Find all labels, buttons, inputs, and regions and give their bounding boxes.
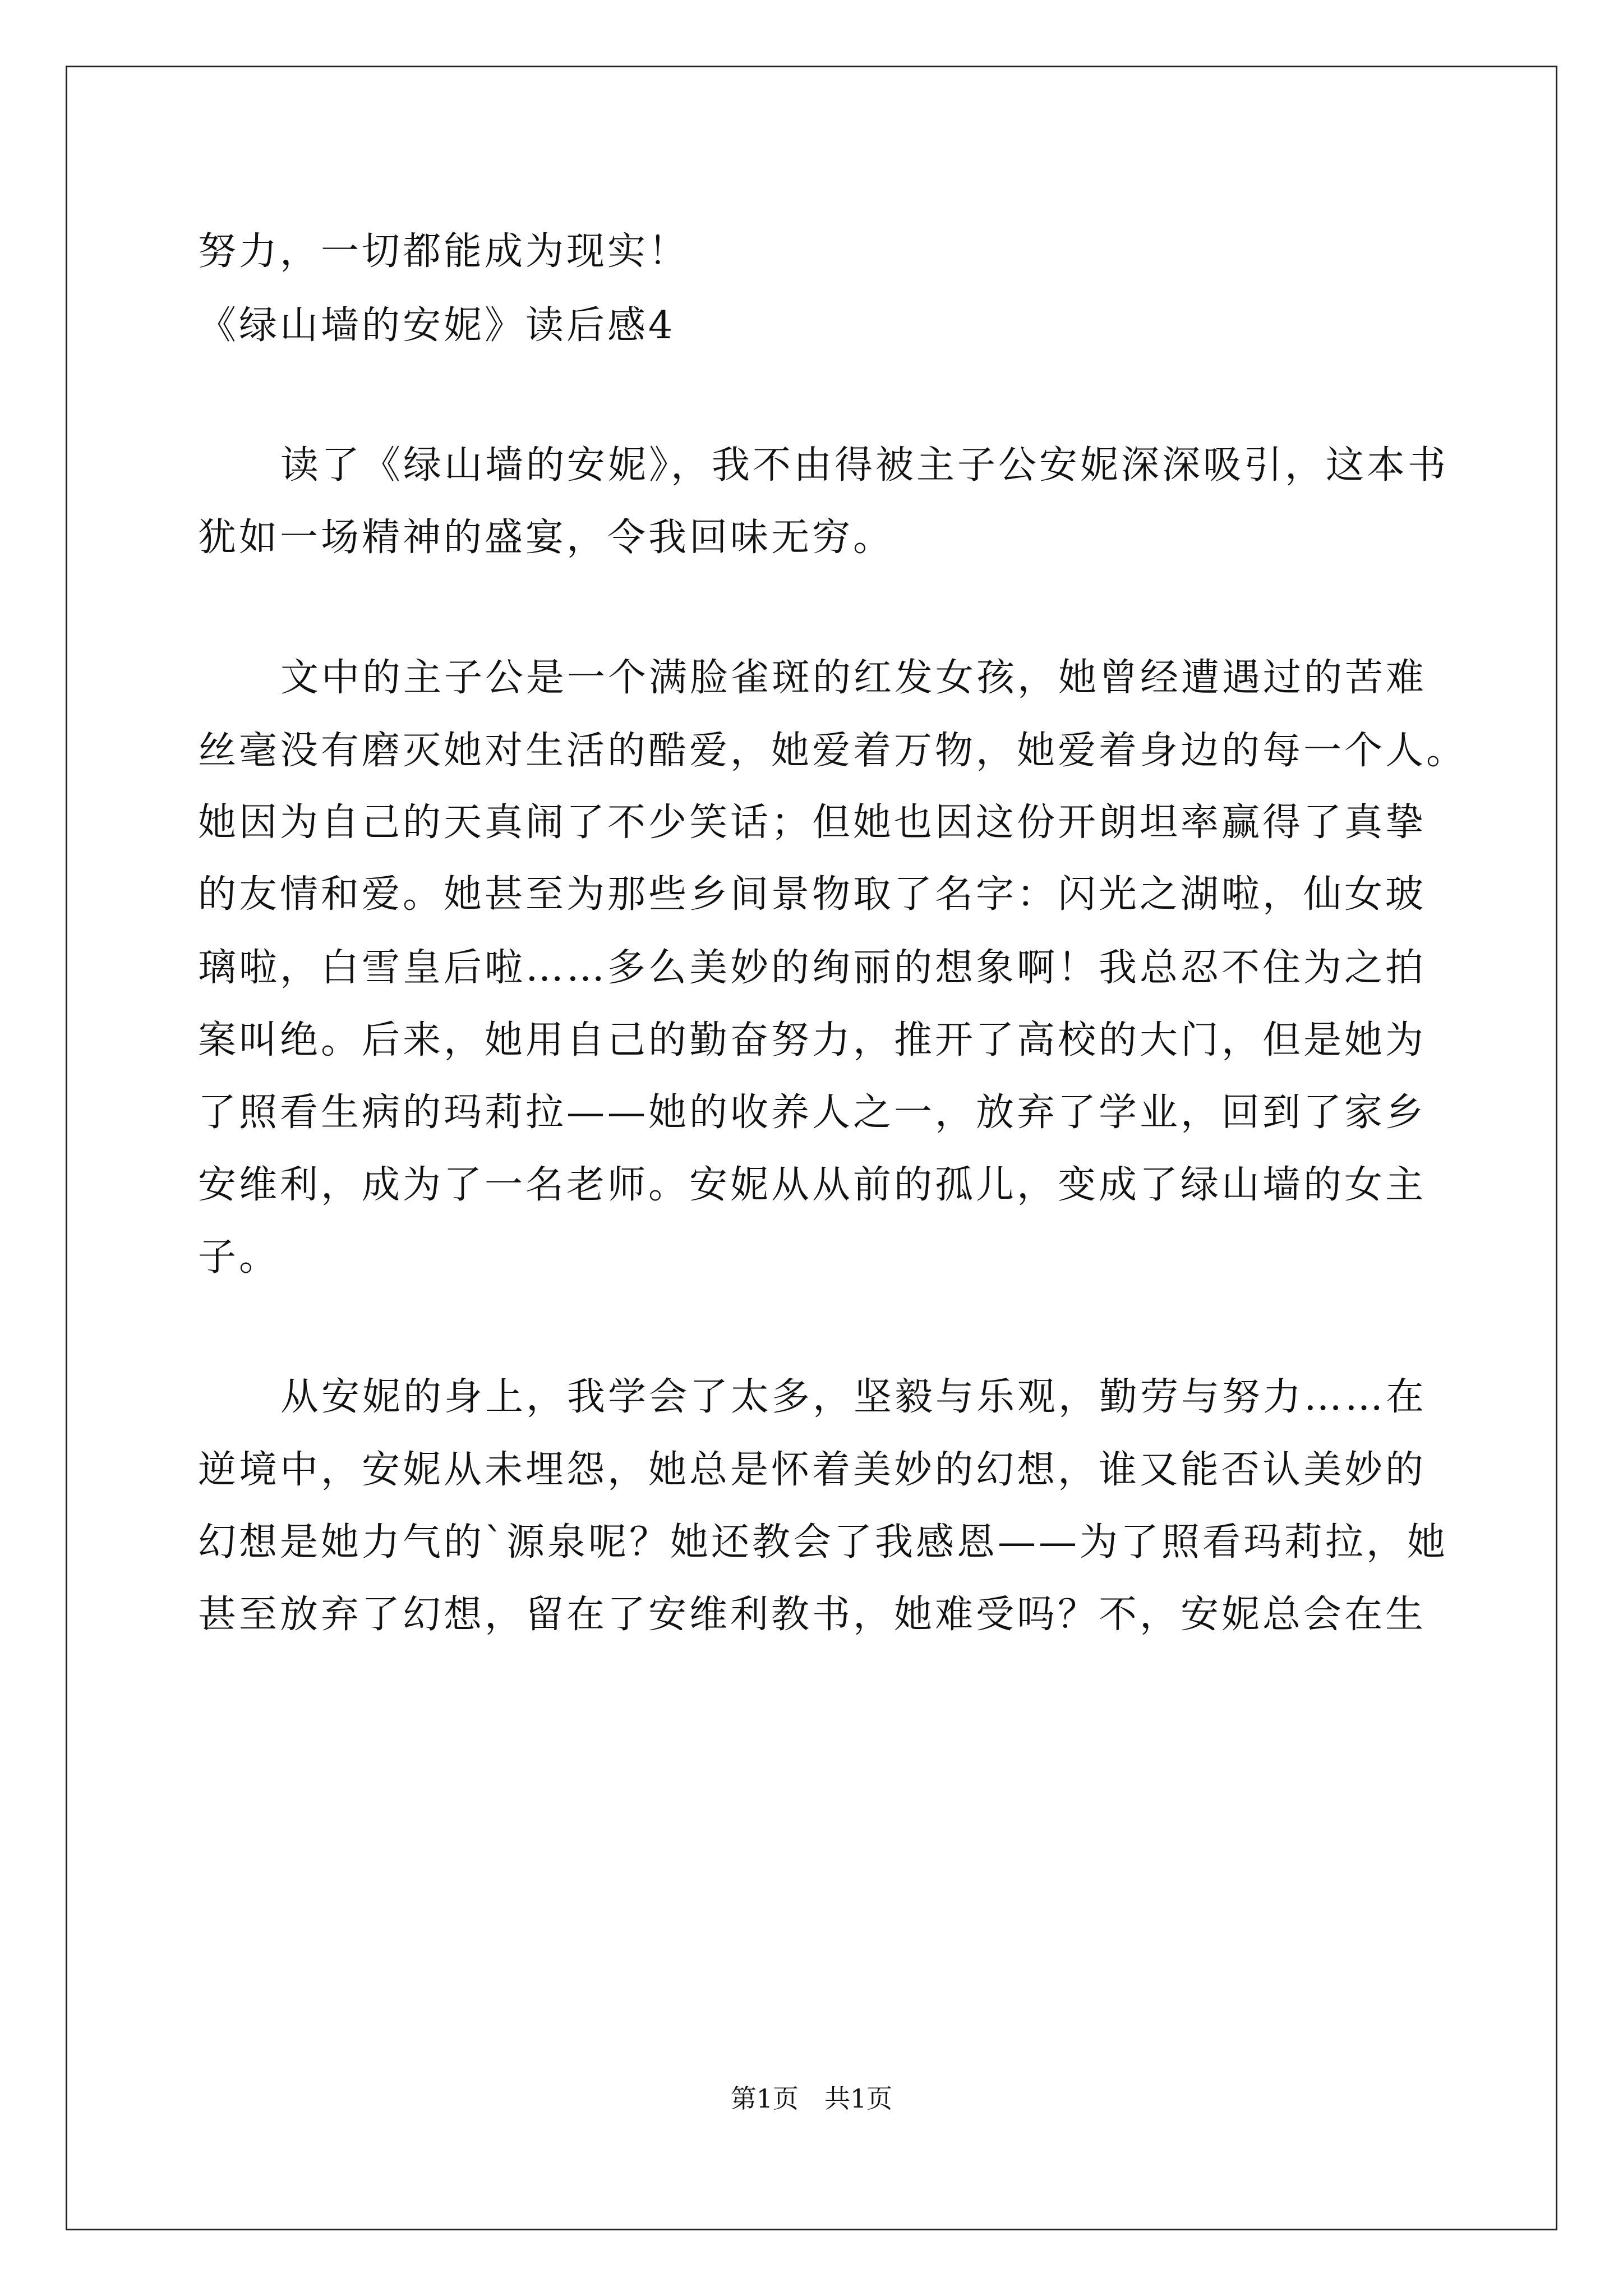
text-line: 甚至放弃了幻想，留在了安维利教书，她难受吗？不，安妮总会在生 bbox=[198, 1593, 1427, 1637]
text-line: 安维利，成为了一名老师。安妮从从前的孤儿，变成了绿山墙的女主 bbox=[198, 1163, 1427, 1207]
page-border bbox=[66, 66, 1557, 2230]
text-line: 她因为自己的天真闹了不少笑话；但她也因这份开朗坦率赢得了真挚 bbox=[198, 800, 1427, 845]
page-footer bbox=[0, 2083, 1623, 2114]
text-line: 幻想是她力气的`源泉呢？她还教会了我感恩——为了照看玛莉拉，她 bbox=[198, 1520, 1449, 1565]
section-heading: 《绿山墙的安妮》读后感4 bbox=[198, 303, 676, 348]
text-line: 努力，一切都能成为现实！ bbox=[198, 229, 690, 274]
text-line: 璃啦，白雪皇后啦……多么美妙的绚丽的想象啊！我总忍不住为之拍 bbox=[198, 946, 1427, 990]
text-line: 从安妮的身上，我学会了太多，坚毅与乐观，勤劳与努力……在 bbox=[280, 1375, 1427, 1419]
text-line: 了照看生病的玛莉拉——她的收养人之一，放弃了学业，回到了家乡 bbox=[198, 1091, 1427, 1135]
text-line: 子。 bbox=[198, 1235, 280, 1280]
text-line: 的友情和爱。她甚至为那些乡间景物取了名字：闪光之湖啦，仙女玻 bbox=[198, 872, 1427, 917]
page-number: 第1页 bbox=[730, 2083, 799, 2114]
text-line: 案叫绝。后来，她用自己的勤奋努力，推开了高校的大门，但是她为 bbox=[198, 1018, 1427, 1062]
page-total: 共1页 bbox=[824, 2083, 893, 2114]
text-line: 逆境中，安妮从未埋怨，她总是怀着美妙的幻想，谁又能否认美妙的 bbox=[198, 1448, 1427, 1492]
text-line: 犹如一场精神的盛宴，令我回味无穷。 bbox=[198, 516, 895, 560]
text-line: 文中的主子公是一个满脸雀斑的红发女孩，她曾经遭遇过的苦难 bbox=[280, 656, 1427, 700]
text-line: 丝毫没有磨灭她对生活的酷爱，她爱着万物，她爱着身边的每一个人。 bbox=[198, 729, 1468, 773]
text-line: 读了《绿山墙的安妮》，我不由得被主子公安妮深深吸引，这本书 bbox=[280, 443, 1449, 487]
